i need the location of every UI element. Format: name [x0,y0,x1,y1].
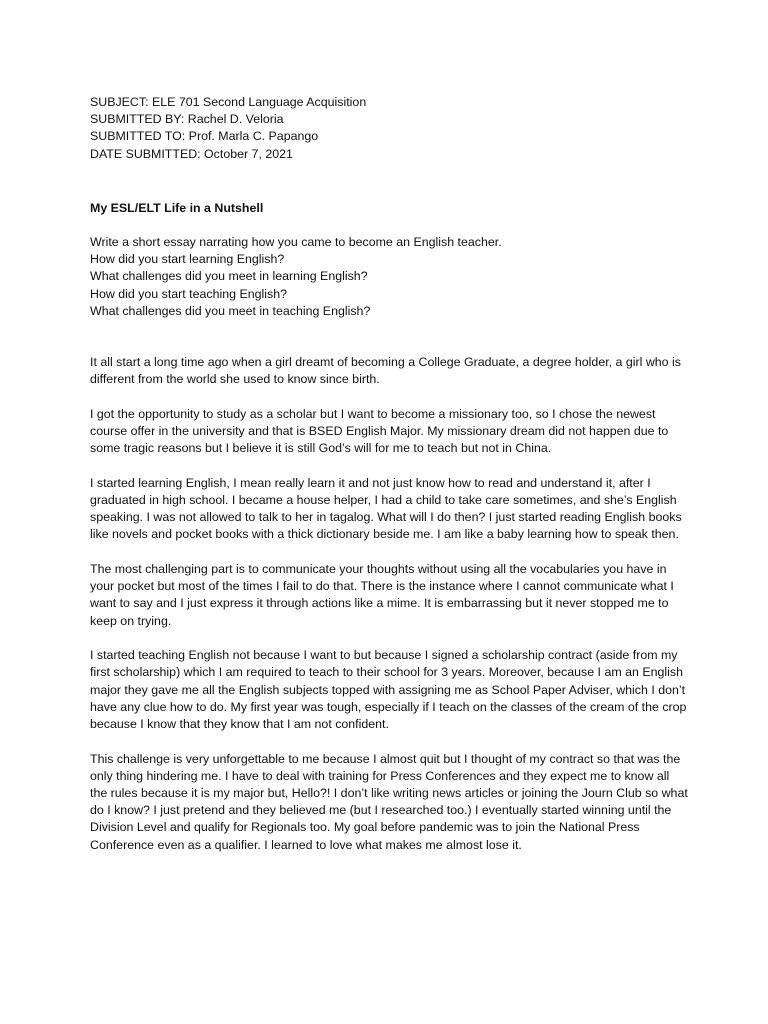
submitted-to-line: SUBMITTED TO: Prof. Marla C. Papango [90,129,319,144]
essay-paragraph: I started learning English, I mean really learn it and not just know how to read and understand it, after I graduated in high school. I became a house helper, I had a child to take care sometimes, and she’s English speaking. I was not allowed to talk to her in tagalog. What will I do then? I just started reading English books like novels and pocket books with a thick dictionary beside me. I am like a baby learning how to speak then. [90,475,682,542]
essay-prompts [90,234,688,320]
essay-paragraph: I started teaching English not because I want to but because I signed a scholarship contract (aside from my first scholarship) which I am required to teach to their school for 3 years. Moreover, because I am an English major they gave me all the English subjects topped with assigning me as School Paper Adviser, which I don’t have any clue how to do. My first year was tough, especially if I teach on the classes of the cream of the crop because I know that they know that I am not confident. [90,648,687,732]
essay-paragraph: The most challenging part is to communicate your thoughts without using all the vocabularies you have in your pocket but most of the times I fail to do that. There is the instance where I cannot communicate what I want to say and I just express it through actions like a mime. It is embarrassing but it never stopped me to keep on trying. [90,562,674,628]
essay-paragraph: I got the opportunity to study as a scholar but I want to become a missionary too, so I chose the newest course offer in the university and that is BSED English Major. My missionary dream did not happen due to some tragic reasons but I believe it is still God’s will for me to teach but not in China. [90,406,669,456]
essay-body [90,354,688,854]
prompt-item: How did you start learning English? [90,252,285,267]
prompt-item: How did you start teaching English? [90,286,287,301]
essay-title: My ESL/ELT Life in a Nutshell [90,200,264,215]
essay-paragraph: This challenge is very unforgettable to me because I almost quit but I thought of my contract so that was the only thing hindering me. I have to deal with training for Press Conferences and they expect me to know all the rules because it is my major but, Hello?! I don’t like writing news articles or joining the Journ Club so what do I know? I just pretend and they believed me (but I researched too.) I eventually started winning until the Division Level and qualify for Regionals too. My goal before pandemic was to join the National Press Conference even as a qualifier. I learned to love what makes me almost lose it. [90,751,688,852]
prompt-item: What challenges did you meet in learning English? [90,269,368,284]
subject-line: SUBJECT: ELE 701 Second Language Acquisition [90,95,367,109]
prompt-item: What challenges did you meet in teaching English? [90,303,371,318]
date-submitted-line: DATE SUBMITTED: October 7, 2021 [90,146,293,161]
submitted-by-line: SUBMITTED BY: Rachel D. Veloria [90,112,284,127]
prompt-item: Write a short essay narrating how you came to become an English teacher. [90,235,502,250]
essay-paragraph: It all start a long time ago when a girl dreamt of becoming a College Graduate, a degree holder, a girl who is different from the world she used to know since birth. [90,355,681,387]
submission-header [90,94,688,163]
